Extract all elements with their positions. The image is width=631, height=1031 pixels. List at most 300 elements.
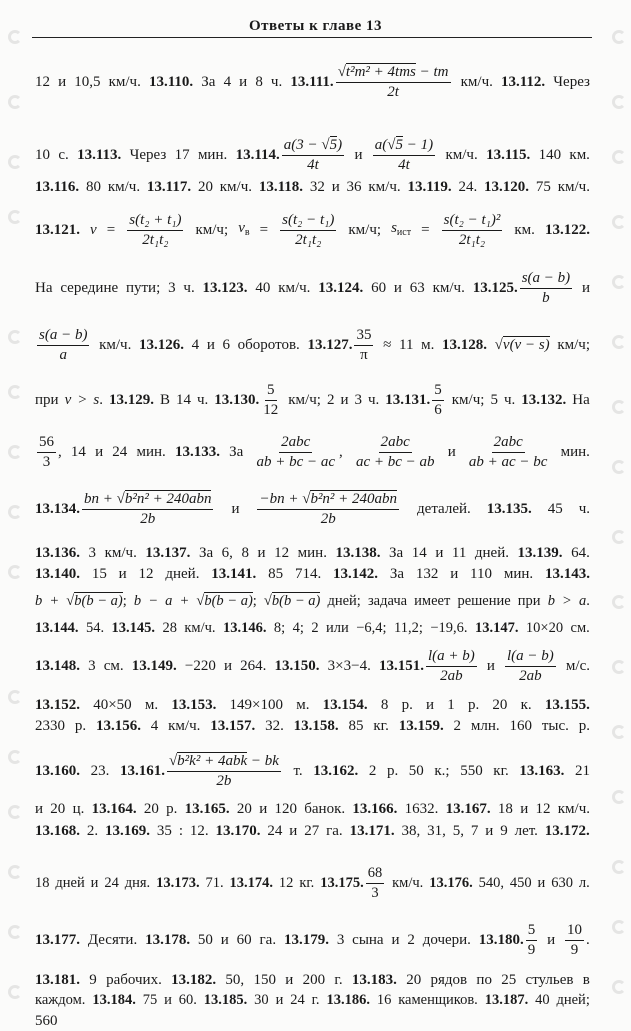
- text-run: кг.: [299, 875, 315, 891]
- word: [332, 177, 340, 197]
- answer-number: 13.148.: [35, 658, 80, 674]
- text-run: км/ч.: [278, 280, 311, 296]
- answer-number: 13.159.: [398, 718, 444, 734]
- word: [579, 591, 590, 611]
- text-run: имеет: [414, 593, 451, 609]
- text-run: и: [285, 972, 294, 988]
- answer-number: 13.143.: [544, 566, 590, 582]
- text-run: 31,: [427, 823, 446, 839]
- word: [168, 716, 200, 736]
- numerator: [167, 752, 281, 772]
- word: [109, 390, 154, 410]
- text-line: [35, 647, 590, 684]
- numerator: [265, 381, 277, 401]
- text-run: ч.: [183, 280, 195, 296]
- fraction: [282, 136, 344, 175]
- text-run: и: [340, 392, 349, 408]
- math-expression: s(t₂ − t₁): [282, 211, 335, 228]
- text-run: км/ч;: [288, 392, 321, 408]
- text-run: 18: [497, 801, 513, 817]
- denominator: [140, 231, 170, 250]
- word: [323, 695, 368, 715]
- word: [162, 618, 177, 638]
- word: [35, 591, 42, 611]
- word: [35, 72, 50, 92]
- text-run: 20: [406, 972, 422, 988]
- word: [299, 873, 314, 893]
- text-run: мин.: [136, 444, 166, 460]
- math-expression: − tm: [415, 63, 449, 80]
- numerator: [492, 433, 525, 453]
- watermark-logo-icon: [8, 445, 22, 459]
- word: [91, 873, 99, 893]
- text-run: 8: [241, 545, 249, 561]
- answer-number: 13.131.: [385, 391, 431, 408]
- text-line: [35, 799, 590, 819]
- word: [223, 618, 267, 638]
- word: [535, 990, 550, 1010]
- answer-number: 13.145.: [111, 620, 155, 636]
- text-run: км/ч.: [184, 620, 216, 636]
- denominator: [214, 772, 233, 791]
- word: [501, 72, 545, 92]
- text-run: и: [447, 444, 456, 460]
- answer-number: 13.165.: [184, 801, 230, 817]
- word: [571, 543, 590, 563]
- word: [35, 564, 80, 584]
- word: [347, 177, 362, 197]
- radicand: 5: [395, 136, 404, 153]
- word: [452, 390, 485, 410]
- watermark-logo-icon: [612, 335, 626, 349]
- text-run: 11: [399, 337, 414, 353]
- text-run: 10: [35, 147, 50, 163]
- word: [394, 618, 423, 638]
- word: [238, 218, 249, 243]
- fraction: [257, 490, 399, 529]
- word: [407, 177, 451, 197]
- word: [460, 761, 483, 781]
- text-run: 50,: [225, 972, 245, 988]
- text-run: кг.: [493, 763, 509, 779]
- word: [224, 72, 232, 92]
- word: [255, 72, 263, 92]
- answer-number: 13.142.: [333, 566, 379, 582]
- text-run: 12.: [189, 823, 209, 839]
- text-run: 4: [223, 74, 232, 90]
- math-expression: ac + bc − ab: [355, 453, 435, 470]
- text-line: [35, 618, 590, 638]
- word: [458, 177, 477, 197]
- text-run: км/ч;: [348, 222, 382, 238]
- word: [435, 543, 443, 563]
- text-line: [35, 211, 590, 248]
- radical-sign: √: [321, 136, 330, 153]
- radical-sign: √: [263, 593, 272, 609]
- math-expression: 2t₁t₂: [295, 231, 322, 248]
- text-run: 68: [367, 864, 383, 881]
- word: [328, 656, 371, 676]
- text-run: 2.: [86, 823, 99, 839]
- word: [278, 211, 338, 250]
- text-run: и: [239, 74, 248, 90]
- square-root: [387, 136, 403, 153]
- word: [274, 543, 289, 563]
- text-run: км/ч.: [104, 545, 137, 561]
- word: [327, 390, 335, 410]
- word: [35, 618, 79, 638]
- answer-number: 13.130.: [214, 391, 260, 408]
- fraction: [167, 752, 281, 791]
- answer-number: 13.152.: [35, 697, 80, 713]
- text-run: 3: [42, 453, 51, 470]
- text-run: 85: [268, 566, 284, 582]
- math-expression: +: [179, 593, 190, 609]
- answer-number: 13.156.: [95, 718, 141, 734]
- answer-number: 13.122.: [544, 222, 590, 238]
- text-run: и: [485, 823, 494, 839]
- watermark-logo-icon: [8, 865, 22, 879]
- text-run: 12: [35, 74, 50, 90]
- text-run: ;: [252, 593, 257, 609]
- word: [179, 591, 189, 611]
- text-run: −6,4;: [356, 620, 387, 636]
- text-run: мин.: [297, 545, 327, 561]
- word: [145, 543, 190, 563]
- fraction: [366, 864, 385, 903]
- text-run: 3: [354, 392, 362, 408]
- text-run: км/ч.: [557, 179, 590, 195]
- text-run: ;: [122, 593, 127, 609]
- text-run: 24: [267, 823, 283, 839]
- word: [87, 821, 98, 841]
- word: [216, 821, 261, 841]
- text-run: 3: [88, 658, 96, 674]
- text-run: 450: [509, 875, 532, 891]
- answer-number: 13.139.: [517, 545, 563, 561]
- denominator: [138, 510, 157, 529]
- math-expression: 2b: [320, 510, 336, 527]
- text-run: 120: [274, 801, 297, 817]
- denominator: [305, 156, 321, 175]
- text-run: За: [198, 545, 214, 561]
- word: [429, 873, 473, 893]
- text-line: [35, 990, 590, 1010]
- word: [383, 335, 391, 355]
- text-run: =: [106, 222, 116, 238]
- radical-sign: √: [387, 136, 396, 153]
- answer-number: 13.140.: [35, 566, 80, 582]
- math-expression: s(t₂ + t₁): [129, 211, 182, 228]
- word: [207, 335, 215, 355]
- watermark-logo-icon: [612, 530, 626, 544]
- text-run: 11: [451, 545, 467, 561]
- word: [58, 145, 68, 165]
- word: [536, 177, 551, 197]
- word: [479, 921, 540, 960]
- text-run: решение: [457, 593, 511, 609]
- watermark-logo-icon: [8, 750, 22, 764]
- word: [255, 490, 401, 529]
- square-root: [264, 592, 320, 609]
- word: [340, 390, 348, 410]
- answer-number: 13.173.: [156, 875, 200, 891]
- word: [414, 591, 450, 611]
- text-run: =: [421, 222, 430, 238]
- text-run: и: [450, 566, 459, 582]
- word: [222, 543, 233, 563]
- word: [223, 335, 231, 355]
- text-run: ,: [339, 443, 343, 460]
- numerator: [279, 433, 312, 453]
- word: [445, 145, 477, 165]
- word: [431, 970, 468, 990]
- word: [333, 564, 378, 584]
- text-run: по: [476, 972, 492, 988]
- page-header-title: Ответы к главе 13: [249, 18, 382, 34]
- text-run: За: [389, 566, 405, 582]
- text-run: 54.: [85, 620, 105, 636]
- word: [145, 695, 158, 715]
- word: [447, 695, 455, 715]
- answer-number: 13.121.: [35, 222, 80, 238]
- text-run: км/ч.: [99, 337, 132, 353]
- word: [185, 799, 230, 819]
- text-run: 9: [527, 941, 536, 958]
- math-expression: 2abc: [493, 433, 523, 450]
- word: [35, 390, 59, 410]
- answer-number: 13.184.: [92, 992, 136, 1008]
- word: [335, 543, 380, 563]
- text-run: и: [354, 147, 363, 163]
- word: [475, 543, 509, 563]
- word: [71, 442, 86, 462]
- fraction: [565, 921, 584, 960]
- text-run: 20: [143, 801, 159, 817]
- answer-number: 13.111.: [290, 73, 334, 90]
- answer-number: 13.129.: [108, 392, 154, 408]
- text-run: ч.: [270, 74, 283, 90]
- text-run: 8: [255, 74, 263, 90]
- word: [421, 220, 429, 240]
- math-expression: s(a − b): [39, 326, 88, 343]
- word: [399, 716, 444, 736]
- radical-sign: √: [337, 63, 346, 80]
- word: [225, 970, 244, 990]
- word: [253, 970, 276, 990]
- word: [518, 591, 541, 611]
- word: [255, 278, 270, 298]
- answer-number: 13.187.: [484, 992, 529, 1008]
- text-run: 60.: [178, 992, 197, 1008]
- text-run: и: [391, 932, 400, 948]
- word: [258, 543, 266, 563]
- numerator: [505, 647, 556, 667]
- word: [423, 930, 471, 950]
- text-run: 150: [253, 972, 276, 988]
- word: [139, 564, 154, 584]
- text-run: 16: [376, 992, 392, 1008]
- word: [156, 873, 200, 893]
- watermark-logo-icon: [8, 95, 22, 109]
- word: [241, 543, 249, 563]
- math-expression: a: [578, 593, 587, 609]
- text-run: 12: [535, 801, 551, 817]
- word: [120, 752, 283, 791]
- word: [238, 335, 300, 355]
- fraction: [37, 326, 89, 365]
- word: [166, 799, 177, 819]
- word: [448, 442, 456, 462]
- text-run: лет.: [514, 823, 538, 839]
- word: [231, 499, 239, 519]
- word: [165, 564, 199, 584]
- text-line: [35, 136, 590, 173]
- word: [205, 873, 223, 893]
- text-run: м.: [296, 697, 310, 713]
- word: [352, 970, 397, 990]
- numerator: [565, 921, 584, 941]
- word: [579, 873, 590, 893]
- answer-number: 13.163.: [519, 763, 565, 779]
- word: [426, 695, 434, 715]
- text-run: 6: [434, 401, 442, 418]
- watermark-logo-icon: [612, 860, 626, 874]
- text-run: 38,: [401, 823, 421, 839]
- word: [557, 335, 590, 355]
- word: [427, 821, 446, 841]
- text-run: 3: [336, 932, 345, 948]
- text-run: 50: [197, 932, 213, 948]
- word: [558, 177, 590, 197]
- answer-number: 13.174.: [229, 875, 274, 891]
- text-run: .: [99, 392, 103, 408]
- numerator: [520, 269, 572, 289]
- word: [412, 543, 427, 563]
- text-line: [35, 543, 590, 563]
- denominator: [319, 510, 338, 529]
- text-run: рабочих.: [106, 972, 162, 988]
- word: [493, 761, 509, 781]
- word: [582, 278, 590, 298]
- denominator: [526, 941, 538, 960]
- text-run: км/ч.: [368, 179, 401, 195]
- answer-number: 13.149.: [131, 658, 177, 674]
- word: [293, 618, 304, 638]
- word: [199, 543, 213, 563]
- word: [106, 970, 162, 990]
- word: [562, 591, 572, 611]
- word: [318, 278, 363, 298]
- word: [521, 695, 532, 715]
- numerator: [336, 63, 451, 83]
- text-run: 132: [415, 566, 439, 582]
- fraction: [526, 921, 538, 960]
- text-run: 9: [89, 972, 97, 988]
- word: [267, 821, 282, 841]
- answer-number: 13.168.: [35, 823, 80, 839]
- word: [132, 656, 177, 676]
- text-run: 12: [263, 401, 279, 418]
- word: [579, 499, 590, 519]
- word: [92, 990, 136, 1010]
- math-expression: b: [35, 593, 43, 609]
- denominator: [457, 231, 487, 250]
- text-line: [35, 921, 590, 958]
- word: [487, 499, 532, 519]
- numerator: [366, 864, 385, 884]
- word: [58, 72, 66, 92]
- text-run: 560: [35, 1013, 58, 1029]
- text-run: и: [118, 566, 127, 582]
- text-run: м.: [421, 337, 435, 353]
- text-run: 60: [236, 932, 252, 948]
- answer-number: 13.128.: [442, 337, 488, 353]
- text-run: 80: [86, 179, 102, 195]
- answer-number: 13.160.: [35, 763, 80, 779]
- radical-sign: √: [116, 490, 125, 507]
- word: [184, 618, 215, 638]
- text-run: 25: [501, 972, 517, 988]
- word: [485, 821, 493, 841]
- math-expression: +: [49, 593, 60, 609]
- answer-number: 13.150.: [274, 658, 320, 674]
- word: [454, 716, 462, 736]
- word: [65, 390, 72, 410]
- text-run: и: [581, 280, 590, 296]
- watermark-logo-icon: [8, 330, 22, 344]
- text-run: р.: [386, 763, 399, 779]
- word: [149, 72, 193, 92]
- text-run: 56: [39, 433, 54, 450]
- text-run: каждом.: [35, 992, 86, 1008]
- text-run: 9: [570, 941, 579, 958]
- text-run: км.: [514, 222, 535, 238]
- text-run: г.: [334, 972, 343, 988]
- word: [326, 990, 370, 1010]
- text-run: га.: [326, 823, 343, 839]
- answer-number: 13.164.: [91, 801, 137, 817]
- text-run: 8: [380, 697, 389, 713]
- word: [130, 145, 167, 165]
- radical-sign: √: [196, 593, 205, 609]
- word: [352, 433, 439, 472]
- word: [214, 381, 282, 420]
- radicand: b(b − a): [74, 593, 123, 609]
- fraction: [261, 381, 280, 420]
- text-run: 2: [311, 620, 319, 636]
- word: [471, 821, 479, 841]
- text-run: км/ч.: [107, 179, 141, 195]
- word: [492, 695, 507, 715]
- answer-number: 13.178.: [145, 932, 191, 948]
- word: [490, 390, 498, 410]
- text-run: 85: [348, 718, 364, 734]
- word: [99, 335, 131, 355]
- answer-number: 13.115.: [486, 147, 531, 163]
- radicand: b²n² + 240abn: [124, 490, 212, 507]
- text-run: 2: [453, 718, 462, 734]
- math-expression: 2t: [387, 83, 399, 100]
- math-expression: − bk: [247, 752, 279, 769]
- text-line: [35, 490, 590, 527]
- word: [92, 564, 107, 584]
- text-run: 10: [567, 921, 583, 938]
- word: [192, 335, 200, 355]
- word: [421, 335, 434, 355]
- answer-number: 13.154.: [322, 697, 368, 713]
- text-run: 5,: [452, 823, 464, 839]
